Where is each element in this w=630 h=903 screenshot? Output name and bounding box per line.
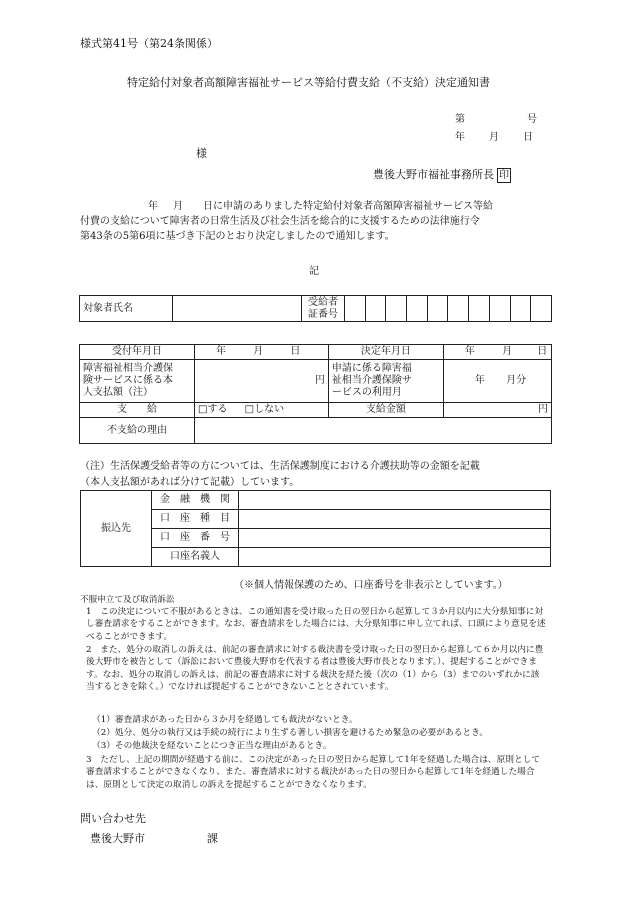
applied-date-cell	[195, 345, 329, 360]
appeal-condition-3: （3）その他裁決を経ないことにつき正当な理由があるとき。	[92, 741, 332, 751]
body-year-label: 年	[148, 201, 158, 212]
usage-year: 年	[474, 375, 485, 386]
payment-sum-label: 支給金額	[328, 403, 443, 418]
non-payment-reason-cell	[195, 418, 552, 444]
account-holder-label: 口座名義人	[152, 548, 239, 567]
payment-label-line2: 険サービスに係る本	[83, 375, 173, 386]
yen-unit: 円	[314, 375, 325, 386]
decided-day: 日	[537, 346, 548, 357]
seal-mark: 印	[499, 170, 509, 181]
cert-digit-cell	[448, 296, 469, 322]
note-line1: （注）生活保護受給者等の方については、生活保護制度における介護扶助等の金額を記載	[80, 461, 480, 472]
recipient-name-label: 対象者氏名	[80, 296, 173, 322]
account-number-label: 口 座 番 号	[152, 529, 239, 548]
bank-table	[80, 490, 551, 567]
applied-day: 日	[290, 346, 301, 357]
decision-table	[79, 344, 552, 444]
appeal-condition-1: （1）審査請求があった日から３か月を経過しても裁決がないとき。	[92, 715, 358, 725]
payment-decision-label: 支 給	[80, 403, 195, 418]
account-type-label: 口 座 種 目	[152, 510, 239, 529]
date-month-label: 月	[489, 132, 499, 143]
payment-sum-cell	[443, 403, 551, 418]
cert-digit-cell	[386, 296, 407, 322]
date-day-label: 日	[523, 132, 533, 143]
cert-digit-cell	[489, 296, 510, 322]
sender-line	[373, 166, 511, 183]
usage-label-line3: ービスの利用月	[331, 387, 402, 398]
date-year-label: 年	[455, 132, 465, 143]
appeal-paragraph-3: 3 ただし、上記の期間が経過する前に、この決定があった日の翌日から起算して1年を経過した場合は、原則として審査請求することができなくなり、また、審査請求に対する裁決があった日の翌日から起算して1年を経過した場合は、原則として決定の取消しの訴えを提起することができなくなります。	[86, 755, 541, 790]
cert-digit-cell	[531, 296, 552, 322]
cert-label-line2: 証番号	[308, 308, 338, 320]
appeal-paragraph-1: 1 この決定について不服があるときは、この通知書を受け取った日の翌日から起算して３か月以内に大分県知事に対し審査請求をすることができます。なお、審査請求をした場合には、大分県知事に申し立てれば、口頭により意見を述べることができます。	[86, 607, 546, 642]
cert-label-line1: 受給者	[308, 296, 338, 308]
applied-year: 年	[216, 346, 226, 357]
doc-number-prefix: 第	[455, 114, 465, 125]
addressee-suffix: 様	[196, 147, 207, 160]
recipient-name-cell	[173, 296, 302, 322]
decided-month: 月	[502, 346, 513, 357]
appeal-condition-2: （2）処分、処分の執行又は手続の続行により生ずる著しい損害を避けるため緊急の必要があるとき。	[92, 728, 489, 738]
bank-name-label: 金 融 機 関	[152, 491, 239, 510]
payment-label-line1: 障害福祉相当介護保	[83, 363, 173, 374]
privacy-note: （※個人情報保護のため、口座番号を非表示としています。）	[234, 580, 508, 591]
recipient-table	[79, 295, 552, 322]
cert-digit-cell	[407, 296, 428, 322]
usage-month: 月分	[506, 375, 527, 386]
applied-month: 月	[253, 346, 264, 357]
bank-name-cell	[239, 491, 551, 510]
doc-number-suffix: 号	[527, 114, 537, 125]
payment-label-line3: 人支払額（注）	[83, 387, 153, 398]
document-title: 特定給付対象者高額障害福祉サービス等給付費支給（不支給）決定通知書	[127, 76, 490, 89]
appeal-paragraph-2: 2 また、処分の取消しの訴えは、前記の審査請求に対する裁決書を受け取った日の翌日から起算して６か月以内に豊後大野市を被告として（訴訟において豊後大野市を代表する者は豊後大野市長となります。）、提起することができます。なお、処分の取消しの訴えは、前記の審査請求に対する裁決を経た後（次の（1）から（3）までのいずれかに該当するときを除く。）でなければ提起することができないこととされています。	[86, 645, 544, 693]
option-pay-checkbox: □する	[198, 404, 228, 415]
payment-amount-label	[80, 360, 195, 403]
ki-heading: 記	[309, 266, 319, 277]
account-number-cell	[239, 529, 551, 548]
cert-digit-cell	[510, 296, 531, 322]
cert-digit-cell	[469, 296, 490, 322]
body-line3: 第43条の5第6項に基づき下記のとおり決定しましたので通知します。	[80, 231, 395, 242]
decided-date-label: 決定年月日	[328, 345, 443, 360]
usage-month-cell	[443, 360, 551, 403]
bank-section-label: 振込先	[81, 491, 152, 567]
sender-name: 豊後大野市福祉事務所長	[373, 168, 494, 181]
payment-amount-cell	[195, 360, 329, 403]
non-payment-reason-label: 不支給の理由	[80, 418, 195, 444]
account-type-cell	[239, 510, 551, 529]
decided-date-cell	[443, 345, 551, 360]
decided-year: 年	[464, 346, 475, 357]
usage-label-line1: 申請に係る障害福	[331, 363, 412, 374]
certificate-number-label	[302, 296, 345, 322]
appeal-heading: 不服申立て及び取消訴訟	[80, 595, 175, 605]
body-line1: 日に申請のありました特定給付対象者高額障害福祉サービス等給	[203, 201, 493, 212]
inquiry-heading: 問い合わせ先	[80, 812, 146, 825]
body-month-label: 月	[173, 201, 183, 212]
body-line2: 付費の支給について障害者の日常生活及び社会生活を総合的に支援するための法律施行令	[80, 216, 480, 227]
note-line2: （本人支払額があれば分けて記載）しています。	[80, 477, 300, 488]
usage-month-label	[328, 360, 443, 403]
cert-digit-cell	[345, 296, 366, 322]
yen-unit: 円	[538, 404, 548, 415]
account-holder-cell	[239, 548, 551, 567]
inquiry-section-suffix: 課	[207, 832, 218, 845]
payment-decision-options	[195, 403, 329, 418]
cert-digit-cell	[365, 296, 386, 322]
form-number: 様式第41号（第24条関係）	[80, 37, 218, 50]
applied-date-label: 受付年月日	[80, 345, 195, 360]
inquiry-city: 豊後大野市	[90, 832, 145, 845]
option-no-pay-checkbox: □しない	[244, 404, 285, 415]
usage-label-line2: 祉相当介護保険サ	[331, 375, 412, 386]
cert-digit-cell	[427, 296, 448, 322]
